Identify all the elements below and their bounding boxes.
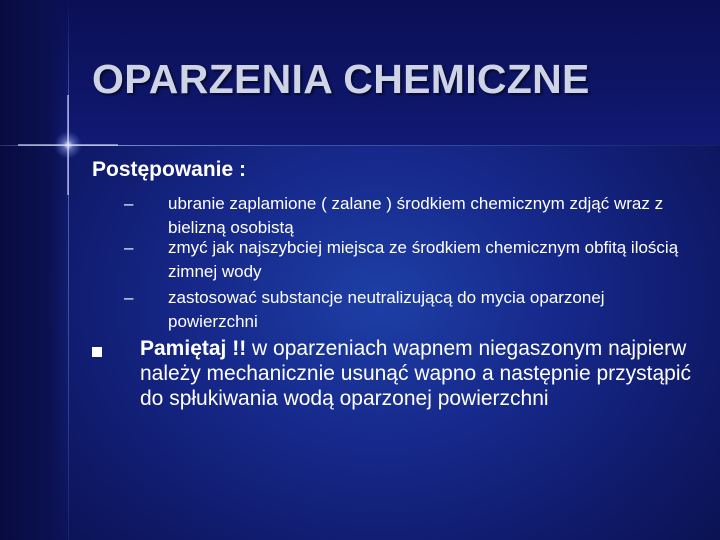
section-heading: Postępowanie : — [92, 158, 247, 181]
slide-title: OPARZENIA CHEMICZNE — [92, 56, 590, 102]
bullet-item-text — [140, 336, 700, 411]
bullet-body: w oparzeniach wapnem niegaszonym najpierw należy mechanicznie usunąć wapno a następnie przystąpić do spłukiwania wodą oparzonej powierzchni — [140, 337, 691, 410]
sub-list-item-text: ubranie zaplamione ( zalane ) środkiem chemicznym zdjąć wraz z bielizną osobistą — [168, 194, 664, 237]
sub-list-item-text: zmyć jak najszybciej miejsca ze środkiem chemicznym obfitą ilością zimnej wody — [168, 238, 679, 281]
vertical-guide-line — [68, 0, 69, 540]
dash-marker: – — [124, 288, 134, 307]
square-bullet-icon — [92, 347, 102, 357]
dash-marker: – — [124, 194, 134, 213]
dash-marker: – — [124, 238, 134, 257]
left-strip — [0, 0, 68, 540]
sub-list-item-text: zastosować substancje neutralizującą do mycia oparzonej powierzchni — [168, 288, 605, 331]
bullet-emphasis: Pamiętaj !! — [140, 337, 247, 360]
